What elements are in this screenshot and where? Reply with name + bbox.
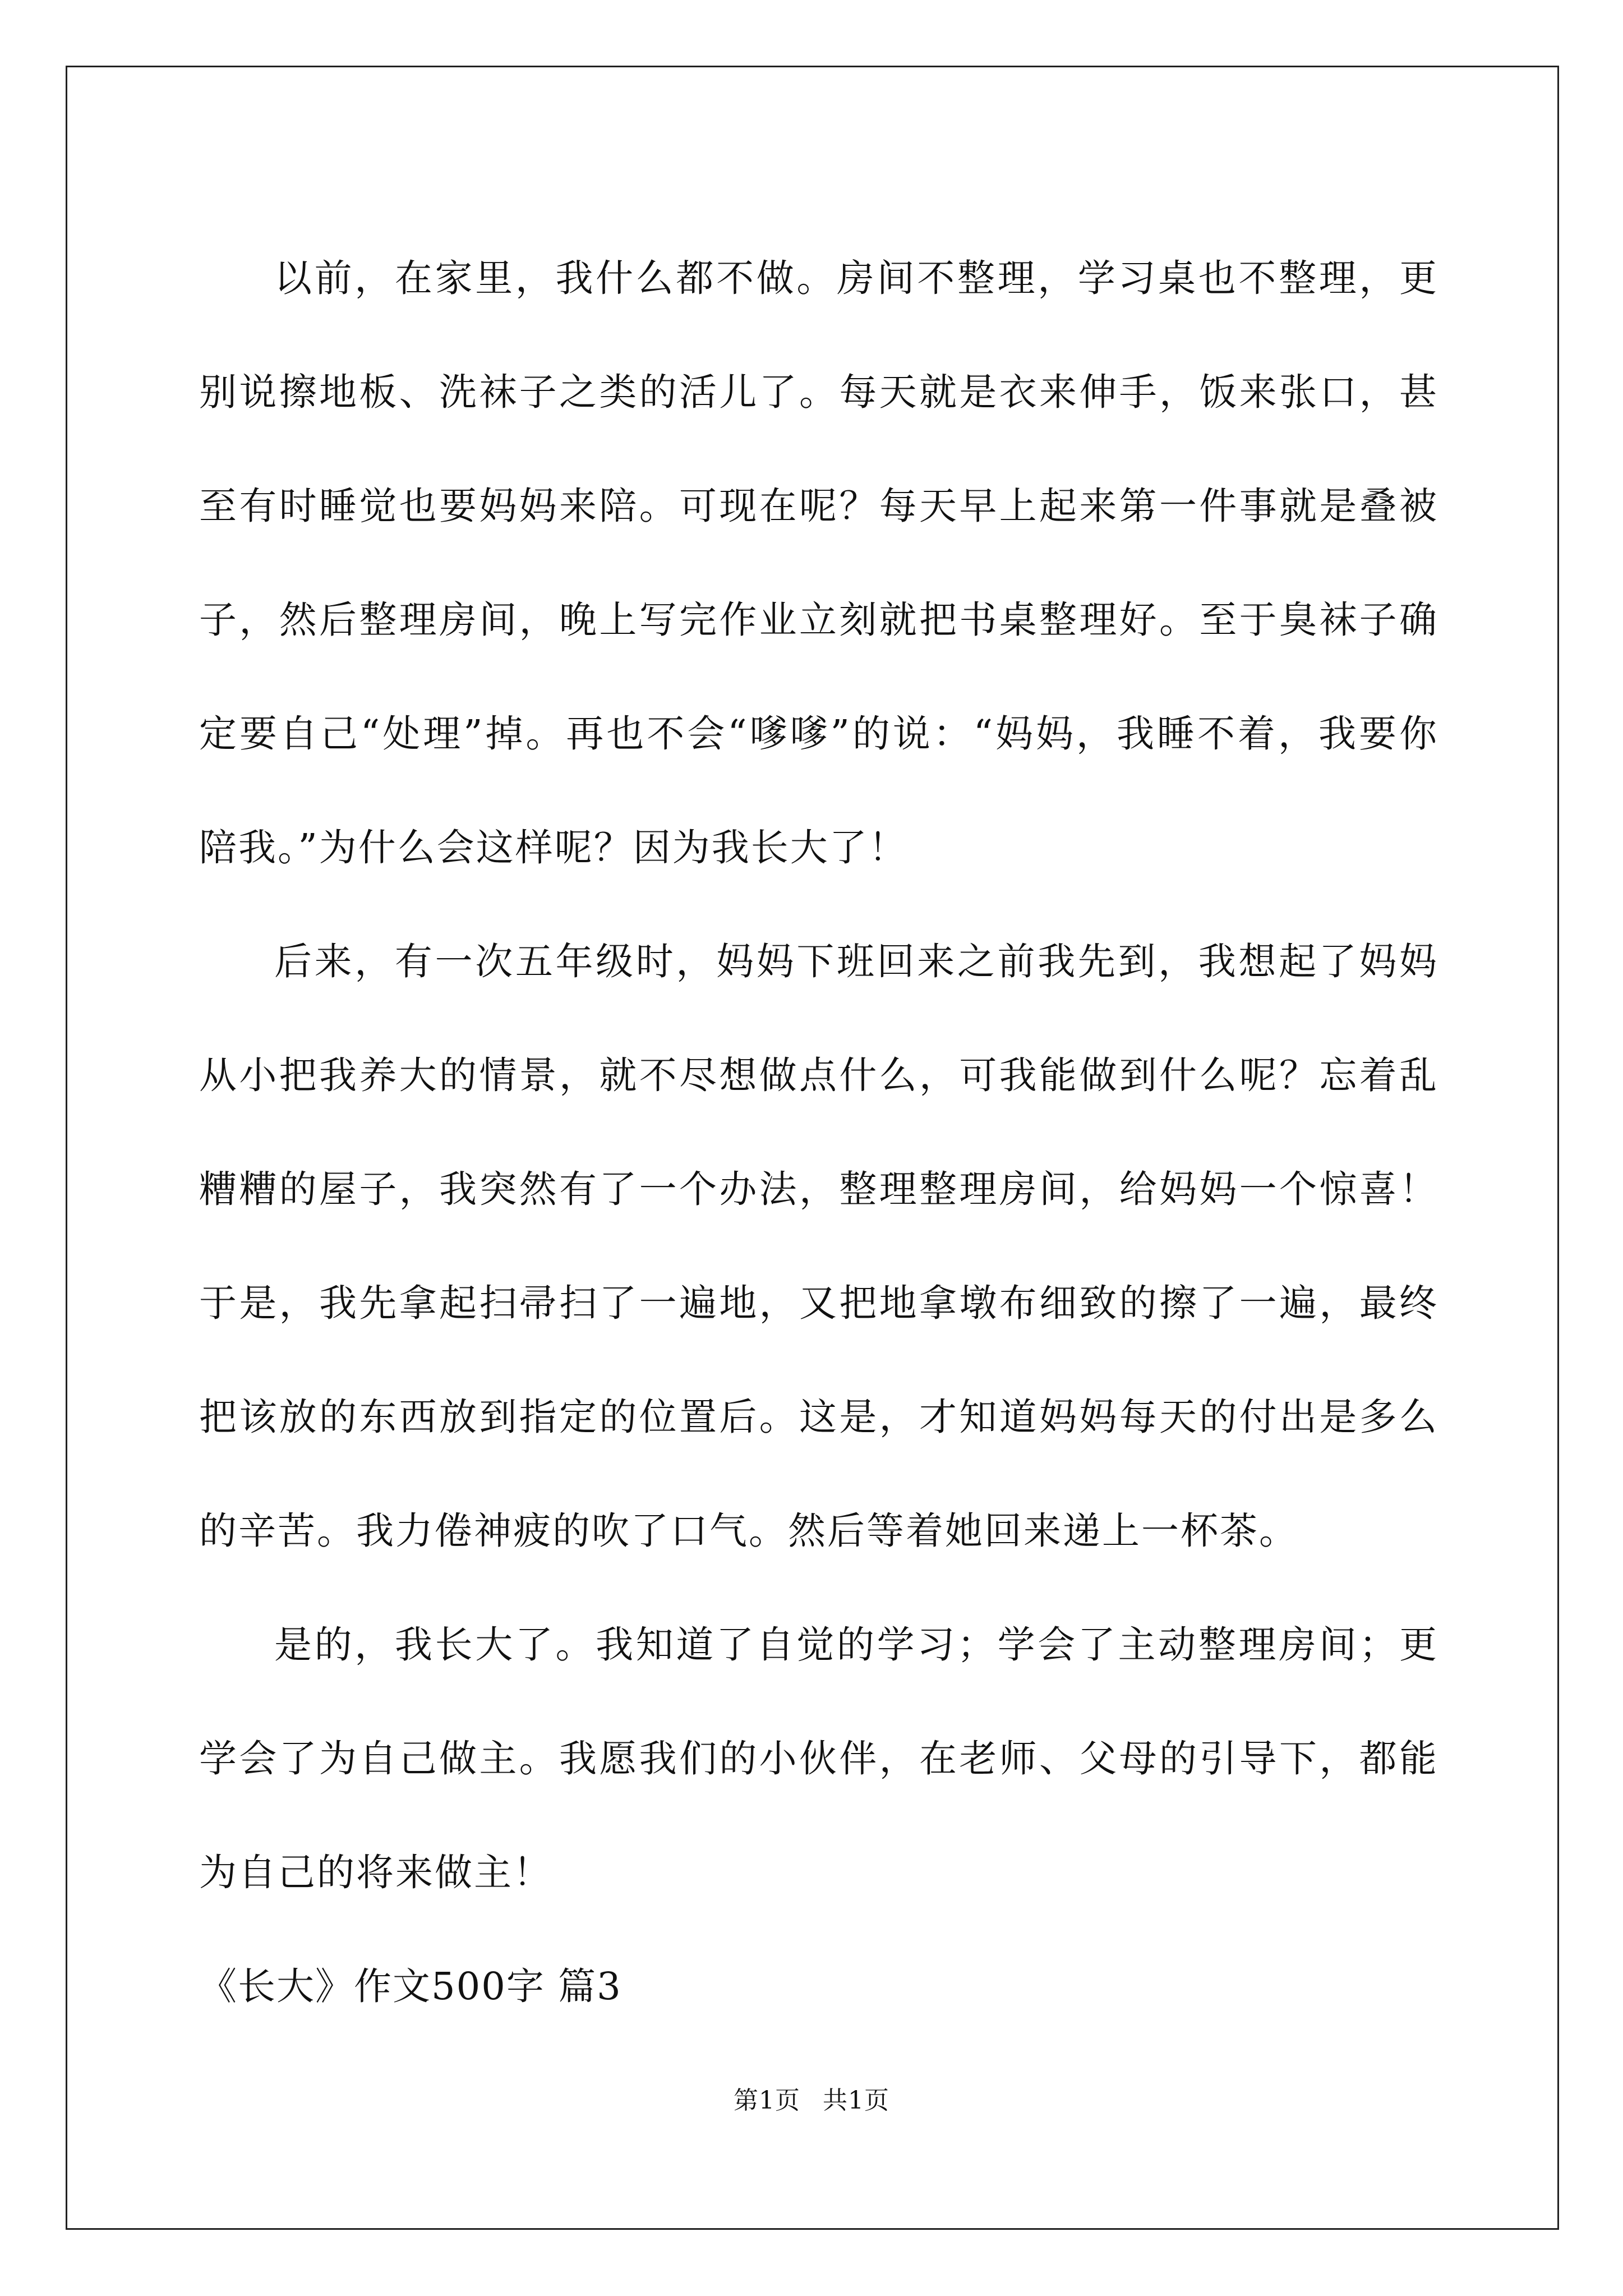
paragraph-3: 是的，我长大了。我知道了自觉的学习；学会了主动整理房间；更学会了为自己做主。我愿我们的小伙伴，在老师、父母的引导下，都能为自己的将来做主！ bbox=[199, 1623, 1438, 1894]
page-number: 第1页 bbox=[734, 2086, 800, 2115]
section-heading: 《长大》作文500字 篇3 bbox=[199, 1964, 622, 2008]
document-body bbox=[199, 222, 1438, 2044]
page-total: 共1页 bbox=[823, 2086, 889, 2115]
page-footer bbox=[0, 2080, 1623, 2116]
paragraph-1: 以前，在家里，我什么都不做。房间不整理，学习桌也不整理，更别说擦地板、洗袜子之类的活儿了。每天就是衣来伸手，饭来张口，甚至有时睡觉也要妈妈来陪。可现在呢？每天早上起来第一件事就是叠被子，然后整理房间，晚上写完作业立刻就把书桌整理好。至于臭袜子确定要自己“处理”掉。再也不会“嗲嗲”的说：“妈妈，我睡不着，我要你陪我。”为什么会这样呢？因为我长大了！ bbox=[199, 256, 1438, 869]
paragraph-2: 后来，有一次五年级时，妈妈下班回来之前我先到，我想起了妈妈从小把我养大的情景，就不尽想做点什么，可我能做到什么呢？忘着乱糟糟的屋子，我突然有了一个办法，整理整理房间，给妈妈一个惊喜！于是，我先拿起扫帚扫了一遍地，又把地拿墩布细致的擦了一遍，最终把该放的东西放到指定的位置后。这是，才知道妈妈每天的付出是多么的辛苦。我力倦神疲的吹了口气。然后等着她回来递上一杯茶。 bbox=[199, 940, 1438, 1553]
